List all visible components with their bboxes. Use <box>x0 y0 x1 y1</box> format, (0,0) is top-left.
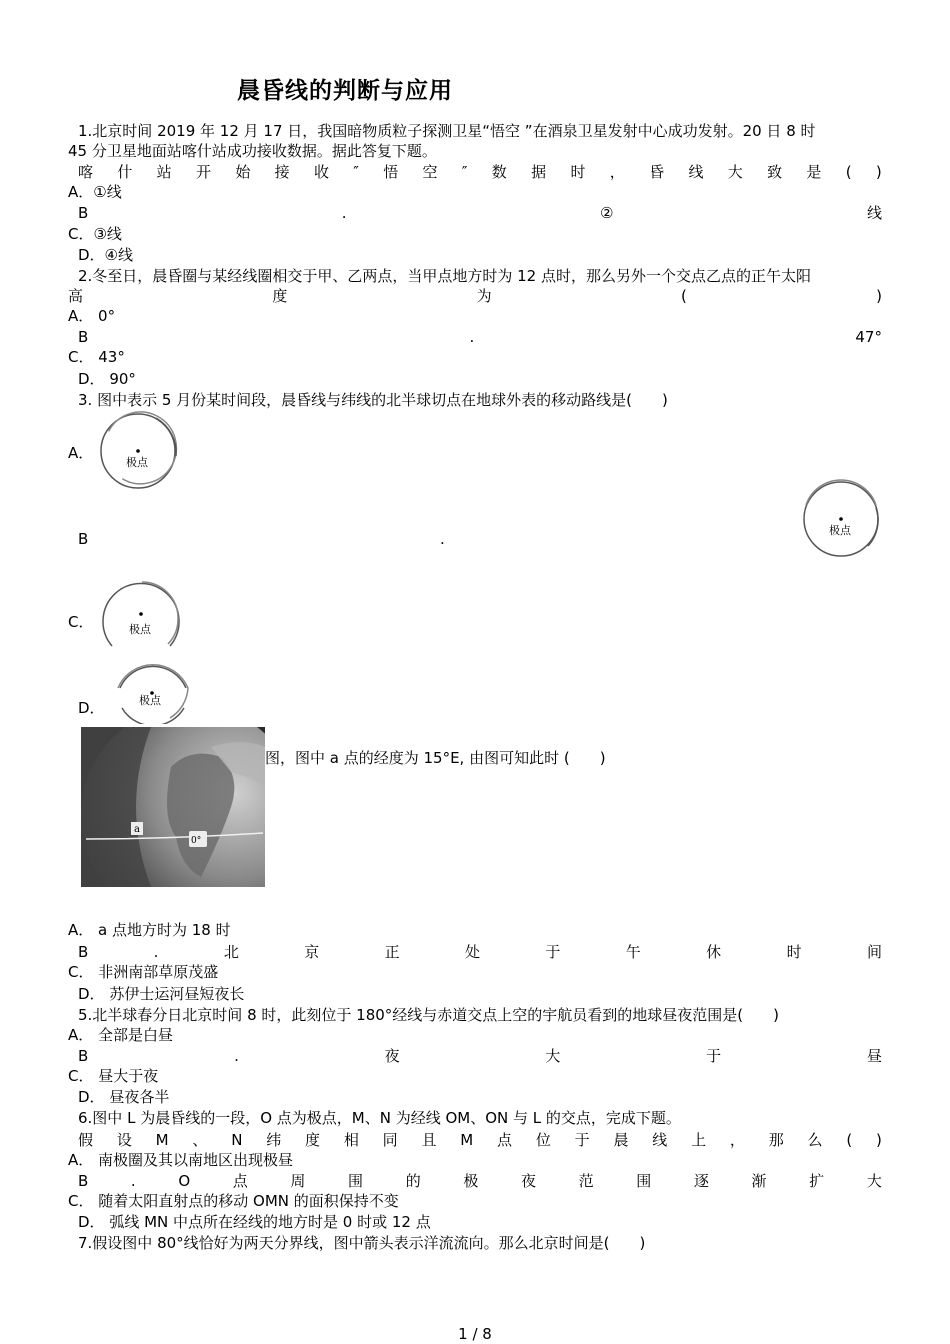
justified-word: 线 <box>866 204 882 222</box>
justified-word: 收 <box>313 163 329 181</box>
justified-word: 的 <box>405 1172 421 1190</box>
justified-word: 相 <box>343 1131 359 1149</box>
pole-label: 极点 <box>829 524 851 537</box>
justified-word: M <box>460 1131 474 1149</box>
justified-word: 大 <box>866 1172 882 1190</box>
justified-word: 空 <box>422 163 438 181</box>
justified-word: 线 <box>652 1131 668 1149</box>
justified-word: 47° <box>855 328 882 346</box>
justified-word: 线 <box>688 163 704 181</box>
q2-option-d: D． 90° <box>78 370 136 388</box>
justified-word: 数 <box>491 163 507 181</box>
justified-word: 是 <box>806 163 822 181</box>
justified-word: 点 <box>232 1172 248 1190</box>
q5-option-b <box>78 1046 882 1066</box>
justified-word: 晨 <box>613 1131 629 1149</box>
justified-word: 什 <box>117 163 133 181</box>
q3-diagram-c <box>98 576 184 648</box>
q2-option-b <box>78 327 882 347</box>
justified-word: 周 <box>290 1172 306 1190</box>
q1-option-c: C．③线 <box>68 225 122 243</box>
justified-word: ) <box>876 287 882 305</box>
justified-word: 且 <box>421 1131 437 1149</box>
q6-stem: 6.图中 L 为晨昏线的一段，O 点为极点，M、N 为经线 OM、ON 与 L 的交点，完成下题。 <box>78 1109 681 1127</box>
justified-word: 始 <box>235 163 251 181</box>
justified-word: 点 <box>497 1131 513 1149</box>
justified-word: 位 <box>535 1131 551 1149</box>
justified-word: ) <box>875 163 882 181</box>
justified-word: 大 <box>545 1047 561 1065</box>
justified-word: 昏 <box>649 163 665 181</box>
justified-word: . <box>130 1172 136 1190</box>
q3-option-b-dot: . <box>440 530 445 548</box>
zero-degree-label: 0° <box>191 836 202 846</box>
q3-diagram-d <box>110 648 196 724</box>
q6-option-b <box>78 1171 882 1191</box>
justified-word: . <box>234 1047 239 1065</box>
q3-option-d: D． <box>78 699 105 717</box>
justified-word: 昼 <box>866 1047 882 1065</box>
justified-word: 假 <box>78 1131 94 1149</box>
justified-word: 据 <box>531 163 547 181</box>
justified-word: O <box>178 1172 191 1190</box>
justified-word: 度 <box>272 287 288 305</box>
justified-word: ， <box>609 163 625 181</box>
justified-word: B <box>78 328 89 346</box>
q5-option-c: C． 昼大于夜 <box>68 1067 159 1085</box>
justified-word: B <box>78 1047 89 1065</box>
justified-word: ″ <box>461 163 468 181</box>
q2-stem-line2 <box>68 286 882 306</box>
justified-word: ② <box>600 204 614 222</box>
justified-word: 致 <box>767 163 783 181</box>
justified-word: 为 <box>476 287 492 305</box>
q5-stem: 5.北半球春分日北京时间 8 时，此刻位于 180°经线与赤道交点上空的宇航员看到的地球昼夜范围是( ) <box>78 1006 779 1024</box>
justified-word: B <box>78 204 89 222</box>
q6-option-a: A． 南极圈及其以南地区出现极昼 <box>68 1151 294 1169</box>
justified-word: 北 <box>223 943 239 961</box>
justified-word: 于 <box>545 943 561 961</box>
justified-word: 上 <box>691 1131 707 1149</box>
q3-diagram-b <box>798 478 884 560</box>
q4-option-c: C． 非洲南部草原茂盛 <box>68 963 219 981</box>
justified-word: ( <box>680 287 687 305</box>
justified-word: 京 <box>304 943 320 961</box>
q5-option-d: D． 昼夜各半 <box>78 1088 170 1106</box>
pole-label: 极点 <box>129 623 151 636</box>
q2-stem-line1: 2.冬至日，晨昏圈与某经线圈相交于甲、乙两点，当甲点地方时为 12 点时，那么另外一个交点乙点的正午太阳 <box>78 267 811 285</box>
justified-word: 正 <box>384 943 400 961</box>
q3-stem: 3. 图中表示 5 月份某时间段，晨昏线与纬线的北半球切点在地球外表的移动路线是( ) <box>78 391 668 409</box>
justified-word: 度 <box>305 1131 321 1149</box>
justified-word: 接 <box>274 163 290 181</box>
q1-option-b <box>78 203 882 223</box>
q4-option-b <box>78 942 882 962</box>
justified-word: 夜 <box>520 1172 536 1190</box>
q3-diagram-a <box>96 410 182 492</box>
earth-globe-image <box>81 727 265 887</box>
justified-word: 设 <box>116 1131 132 1149</box>
justified-word: 悟 <box>383 163 399 181</box>
q6-sub-question <box>78 1130 882 1150</box>
justified-word: N <box>231 1131 243 1149</box>
q1-option-a: A．①线 <box>68 183 122 201</box>
justified-word: . <box>153 943 159 961</box>
q4-option-d: D． 苏伊士运河昼短夜长 <box>78 985 245 1003</box>
justified-word: . <box>341 204 347 222</box>
justified-word: ) <box>876 1131 882 1149</box>
justified-word: 么 <box>807 1131 823 1149</box>
page-number: 1 / 8 <box>458 1325 492 1343</box>
justified-word: 范 <box>578 1172 594 1190</box>
justified-word: B <box>78 943 89 961</box>
justified-word: 纬 <box>266 1131 282 1149</box>
justified-word: 喀 <box>78 163 94 181</box>
q2-option-a: A． 0° <box>68 307 116 325</box>
justified-word: B <box>78 1172 89 1190</box>
justified-word: 扩 <box>809 1172 825 1190</box>
justified-word: ″ <box>353 163 359 181</box>
q6-option-c: C． 随着太阳直射点的移动 OMN 的面积保持不变 <box>68 1192 399 1210</box>
point-a-label: a <box>134 824 140 835</box>
justified-word: 站 <box>156 163 172 181</box>
justified-word: 大 <box>727 163 743 181</box>
justified-word: 夜 <box>384 1047 400 1065</box>
page-title: 晨昏线的判断与应用 <box>237 78 453 104</box>
justified-word: 休 <box>706 943 722 961</box>
q2-option-c: C． 43° <box>68 348 125 366</box>
q1-stem-line1: 1.北京时间 2019 年 12 月 17 日，我国暗物质粒子探测卫星“悟空 ”在酒泉卫星发射中心成功发射。20 日 8 时 <box>78 122 816 140</box>
q4-option-a: A． a 点地方时为 18 时 <box>68 921 231 939</box>
q1-sub-question <box>78 162 882 182</box>
justified-word: 于 <box>574 1131 590 1149</box>
justified-word: 午 <box>625 943 641 961</box>
q6-option-d: D． 弧线 MN 中点所在经线的地方时是 0 时或 12 点 <box>78 1213 431 1231</box>
justified-word: 间 <box>866 943 882 961</box>
q3-option-a: A． <box>68 444 94 462</box>
justified-word: M <box>155 1131 169 1149</box>
q3-option-c: C． <box>68 613 94 631</box>
q4-stem: 图，图中 a 点的经度为 15°E, 由图可知此时 ( ) <box>265 749 606 767</box>
q3-option-b-letter: B <box>78 530 89 548</box>
pole-label: 极点 <box>126 456 148 469</box>
justified-word: 于 <box>706 1047 722 1065</box>
justified-word: 围 <box>348 1172 364 1190</box>
justified-word: ( <box>845 163 852 181</box>
justified-word: 逐 <box>693 1172 709 1190</box>
justified-word: 围 <box>636 1172 652 1190</box>
justified-word: 渐 <box>751 1172 767 1190</box>
q1-stem-line2: 45 分卫星地面站喀什站成功接收数据。据此答复下题。 <box>68 142 437 160</box>
justified-word: 那 <box>768 1131 784 1149</box>
justified-word: . <box>469 328 475 346</box>
justified-word: 时 <box>570 163 586 181</box>
justified-word: 极 <box>463 1172 479 1190</box>
q5-option-a: A． 全部是白昼 <box>68 1026 174 1044</box>
justified-word: ( <box>846 1131 853 1149</box>
justified-word: 开 <box>195 163 211 181</box>
justified-word: 处 <box>465 943 481 961</box>
justified-word: 时 <box>786 943 802 961</box>
q7-stem: 7.假设图中 80°线恰好为两天分界线，图中箭头表示洋流流向。那么北京时间是( ) <box>78 1234 646 1252</box>
justified-word: ， <box>729 1131 745 1149</box>
justified-word: 、 <box>192 1131 208 1149</box>
q1-option-d: D．④线 <box>78 246 133 264</box>
justified-word: 同 <box>382 1131 398 1149</box>
justified-word: 高 <box>68 287 84 305</box>
pole-label: 极点 <box>139 694 161 707</box>
